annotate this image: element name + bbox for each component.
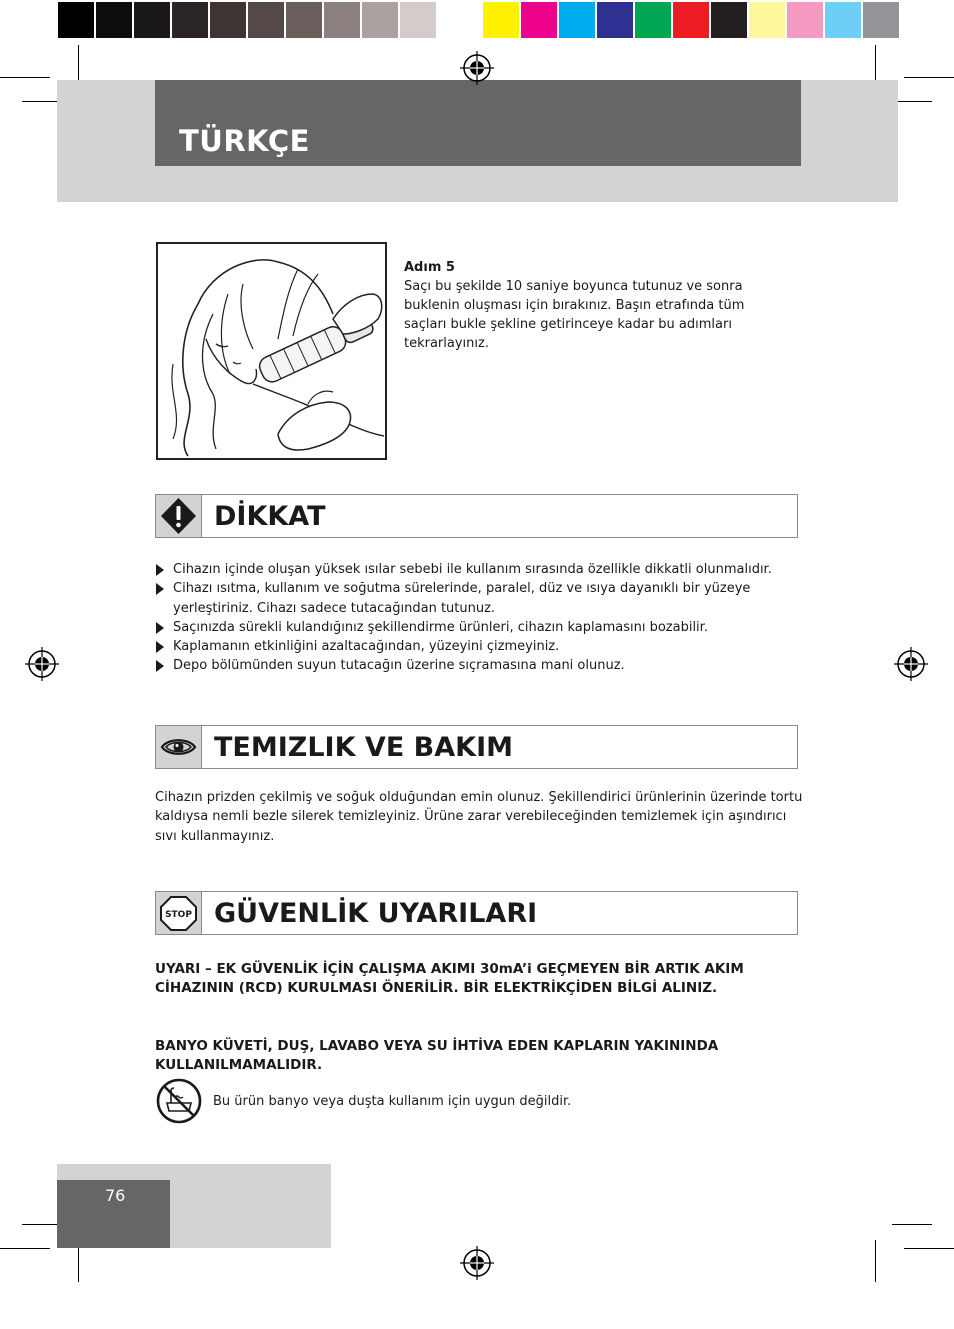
- color-calibration-bar-right: [482, 0, 900, 40]
- color-swatch: [559, 2, 595, 38]
- color-swatch: [787, 2, 823, 38]
- crop-mark: [904, 77, 954, 78]
- section-header-dikkat: [155, 494, 798, 538]
- color-swatch: [286, 2, 322, 38]
- color-swatch: [863, 2, 899, 38]
- caution-list: [155, 560, 815, 676]
- crop-mark: [892, 101, 932, 102]
- color-swatch: [483, 2, 519, 38]
- color-swatch: [324, 2, 360, 38]
- color-swatch: [749, 2, 785, 38]
- stop-sign-text: STOP: [165, 910, 192, 920]
- stop-sign-icon: [156, 892, 201, 934]
- water-warning: BANYO KÜVETİ, DUŞ, LAVABO VEYA SU İHTİVA EDEN KAPLARIN YAKININDA KULLANILMAMALIDIR.: [155, 1038, 719, 1073]
- color-swatch: [673, 2, 709, 38]
- color-swatch: [597, 2, 633, 38]
- list-item: Cihazı ısıtma, kullanım ve soğutma sürelerinde, paralel, düz ve ısıya dayanıklı bir yüzeye yerleştiriniz. Cihazı sadece tutacağından tutunuz.: [155, 579, 815, 618]
- color-swatch: [210, 2, 246, 38]
- color-swatch: [400, 2, 436, 38]
- icon-box: [156, 726, 202, 768]
- color-swatch: [248, 2, 284, 38]
- rcd-warning: UYARI – EK GÜVENLİK İÇİN ÇALIŞMA AKIMI 30mA’i GEÇMEYEN BİR ARTIK AKIM CİHAZININ (RCD) KURULMASI ÖNERİLİR. BİR ELEKTRİKÇİDEN BİLGİ ALINIZ.: [155, 961, 744, 996]
- registration-mark-icon: [460, 51, 494, 85]
- crop-mark: [892, 1224, 932, 1225]
- crop-mark: [904, 1248, 954, 1249]
- list-item: Saçınızda sürekli kulandığınız şekillendirme ürünleri, cihazın kaplamasını bozabilir.: [155, 618, 815, 637]
- crop-mark: [22, 101, 62, 102]
- registration-mark-icon: [460, 1246, 494, 1280]
- eye-icon: [156, 726, 201, 768]
- registration-mark-icon: [894, 647, 928, 681]
- color-swatch: [711, 2, 747, 38]
- color-swatch: [134, 2, 170, 38]
- warning-exclamation-icon: [156, 495, 201, 537]
- color-swatch: [58, 2, 94, 38]
- section-title: TEMIZLIK VE BAKIM: [214, 732, 513, 763]
- step-heading: Adım 5: [404, 260, 455, 275]
- list-item: Depo bölümünden suyun tutacağın üzerine sıçramasına mani olunuz.: [155, 656, 815, 675]
- color-calibration-bar-left: [57, 0, 475, 40]
- icon-box: [156, 495, 202, 537]
- list-item: Kaplamanın etkinliğini azaltacağından, yüzeyini çizmeyiniz.: [155, 637, 815, 656]
- crop-mark: [0, 1248, 50, 1249]
- crop-mark: [0, 77, 50, 78]
- registration-mark-icon: [25, 647, 59, 681]
- page-title: TÜRKÇE: [179, 124, 310, 158]
- crop-mark: [875, 1240, 876, 1282]
- page-number: 76: [105, 1186, 126, 1205]
- cleaning-text: Cihazın prizden çekilmiş ve soğuk olduğundan emin olunuz. Şekillendirici ürünlerinin üzerinde tortu kaldıysa nemli bezle silerek temizleyiniz. Ürüne zarar verebileceğinden temizlemek için aşındırıcı sıvı kullanmayınız.: [155, 790, 803, 844]
- page-number-box: [57, 1180, 170, 1248]
- color-swatch: [362, 2, 398, 38]
- title-bar: [155, 80, 801, 166]
- color-swatch: [825, 2, 861, 38]
- color-swatch: [96, 2, 132, 38]
- list-item: Cihazın içinde oluşan yüksek ısılar sebebi ile kullanım sırasında özellikle dikkatli olunmalıdır.: [155, 560, 815, 579]
- bath-note: Bu ürün banyo veya duşta kullanım için uygun değildir.: [213, 1094, 572, 1109]
- icon-box: [156, 892, 202, 934]
- crop-mark: [22, 1224, 62, 1225]
- step-5-description: [404, 258, 784, 353]
- color-swatch: [521, 2, 557, 38]
- color-swatch: [172, 2, 208, 38]
- color-swatch: [635, 2, 671, 38]
- no-bathtub-icon: [155, 1077, 203, 1125]
- section-title: DİKKAT: [214, 501, 326, 532]
- step-text: Saçı bu şekilde 10 saniye boyunca tutunuz ve sonra buklenin oluşması için bırakınız. Başın etrafında tüm saçları bukle şekline getirinceye kadar bu adımları tekrarlayınız.: [404, 279, 745, 351]
- color-swatch: [438, 2, 474, 38]
- section-title: GÜVENLİK UYARILARI: [214, 898, 538, 929]
- section-header-guvenlik: [155, 891, 798, 935]
- hair-styling-illustration: [156, 242, 387, 460]
- section-header-temizlik: [155, 725, 798, 769]
